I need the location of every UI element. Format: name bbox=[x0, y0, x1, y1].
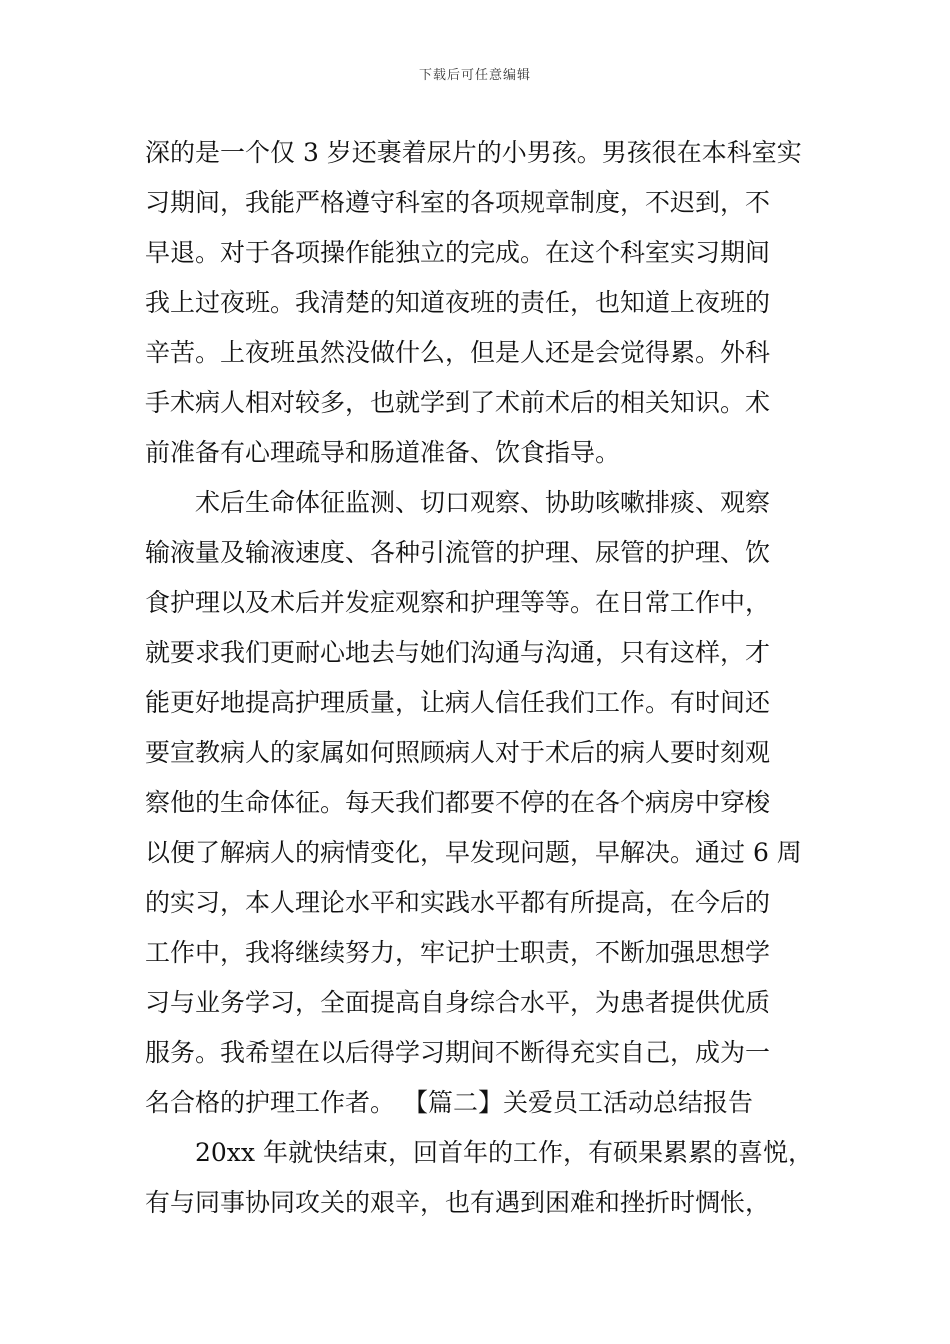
paragraph-start-line: 术后生命体征监测、切口观察、协助咳嗽排痰、观察 bbox=[195, 488, 771, 517]
text-line: 输液量及输液速度、各种引流管的护理、尿管的护理、饮 bbox=[145, 538, 771, 567]
page-header: 下载后可任意编辑 bbox=[418, 68, 531, 83]
text-line: 早退。对于各项操作能独立的完成。在这个科室实习期间 bbox=[145, 238, 771, 267]
text-line: 有与同事协同攻关的艰辛，也有遇到困难和挫折时惆怅， bbox=[145, 1188, 771, 1217]
text-line: 察他的生命体征。每天我们都要不停的在各个病房中穿梭 bbox=[145, 788, 771, 817]
text-line: 以便了解病人的病情变化，早发现问题，早解决。通过 6 周 bbox=[145, 838, 802, 867]
text-line: 深的是一个仅 3 岁还裹着尿片的小男孩。男孩很在本科室实 bbox=[145, 138, 802, 167]
text-line: 工作中，我将继续努力，牢记护士职责，不断加强思想学 bbox=[145, 938, 771, 967]
text-line: 能更好地提高护理质量，让病人信任我们工作。有时间还 bbox=[145, 688, 771, 717]
text-line: 要宣教病人的家属如何照顾病人对于术后的病人要时刻观 bbox=[145, 738, 771, 767]
text-line: 前准备有心理疏导和肠道准备、饮食指导。 bbox=[145, 438, 621, 467]
paragraph-start-line: 20xx 年就快结束，回首年的工作，有硕果累累的喜悦， bbox=[195, 1138, 813, 1167]
text-line: 的实习，本人理论水平和实践水平都有所提高，在今后的 bbox=[145, 888, 771, 917]
text-line: 手术病人相对较多，也就学到了术前术后的相关知识。术 bbox=[145, 388, 771, 417]
document-body bbox=[145, 128, 815, 1228]
text-line: 名合格的护理工作者。 【篇二】关爱员工活动总结报告 bbox=[145, 1088, 753, 1117]
text-line: 食护理以及术后并发症观察和护理等等。在日常工作中， bbox=[145, 588, 771, 617]
text-line: 习期间，我能严格遵守科室的各项规章制度，不迟到，不 bbox=[145, 188, 771, 217]
text-line: 辛苦。上夜班虽然没做什么，但是人还是会觉得累。外科 bbox=[145, 338, 771, 367]
text-line: 就要求我们更耐心地去与她们沟通与沟通，只有这样，才 bbox=[145, 638, 771, 667]
text-line: 习与业务学习，全面提高自身综合水平，为患者提供优质 bbox=[145, 988, 771, 1017]
text-line: 服务。我希望在以后得学习期间不断得充实自己，成为一 bbox=[145, 1038, 771, 1067]
text-line: 我上过夜班。我清楚的知道夜班的责任，也知道上夜班的 bbox=[145, 288, 771, 317]
